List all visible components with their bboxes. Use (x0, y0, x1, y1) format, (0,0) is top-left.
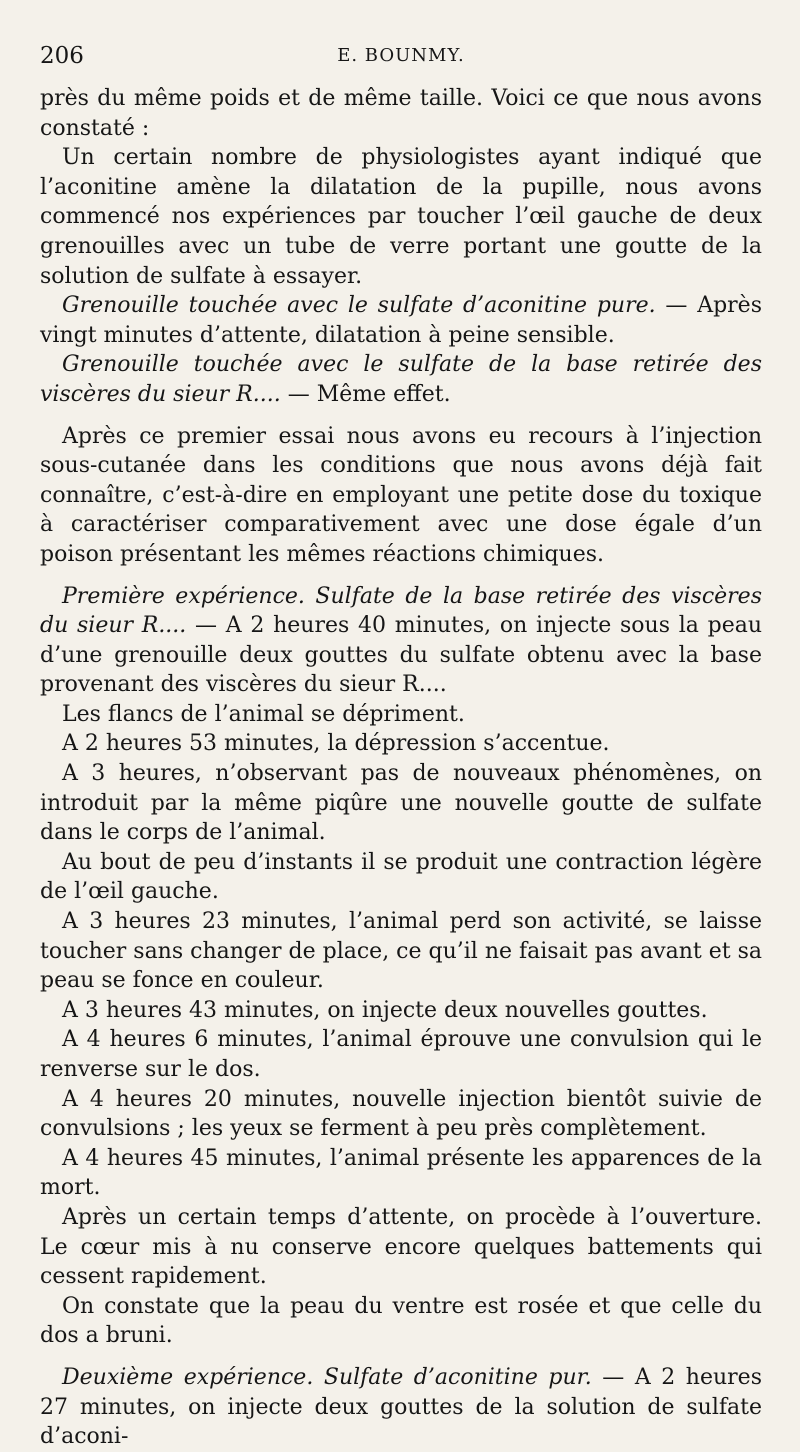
paragraph-4h20: A 4 heures 20 minutes, nouvelle injection bientôt suivie de convulsions ; les yeux se ferment à peu près complètement. (40, 1086, 762, 1142)
paragraph-intro: près du même poids et de même taille. Voici ce que nous avons constaté : (40, 86, 762, 141)
paragraph-second-experiment: Deuxième expérience. Sulfate d’aconitine pur. — A 2 heures 27 minutes, on injecte deux gouttes de la solution de sulfate d’aconi- (40, 1364, 762, 1450)
body-text (40, 84, 762, 1452)
paragraph-frog-base: Grenouille touchée avec le sulfate de la base retirée des viscères du sieur R.... — Même effet. (40, 352, 762, 407)
italic-lead: Grenouille touchée avec le sulfate d’aconitine pure. (62, 293, 656, 319)
paragraph-2h53: A 2 heures 53 minutes, la dépression s’accentue. (62, 731, 610, 757)
paragraph-first-experiment: Première expérience. Sulfate de la base retirée des viscères du sieur R.... — A 2 heures 40 minutes, on injecte sous la peau d’une grenouille deux gouttes du sulfate obtenu avec la base provenant des viscères du sieur R.... (40, 583, 762, 698)
paragraph-frog-aconitine: Grenouille touchée avec le sulfate d’aconitine pure. — Après vingt minutes d’attente, dilatation à peine sensible. (40, 293, 762, 348)
running-head: E. BOUNMY. (337, 45, 465, 66)
paragraph-autopsy: Après un certain temps d’attente, on procède à l’ouverture. Le cœur mis à nu conserve encore quelques battements qui cessent rapidement. (40, 1204, 762, 1290)
page-header (40, 36, 762, 76)
paragraph-4h45: A 4 heures 45 minutes, l’animal présente les apparences de la mort. (40, 1145, 762, 1201)
page-number: 206 (40, 43, 84, 69)
italic-lead: Grenouille touchée avec le sulfate de la base retirée des viscères du sieur R.... (40, 352, 762, 407)
paragraph-skin: On constate que la peau du ventre est rosée et que celle du dos a bruni. (40, 1293, 762, 1349)
paragraph-3h: A 3 heures, n’observant pas de nouveaux phénomènes, on introduit par la même piqûre une nouvelle goutte de sulfate dans le corps de l’animal. (40, 761, 762, 846)
paragraph-pupil: Un certain nombre de physiologistes ayant indiqué que l’aconitine amène la dilatation de la pupille, nous avons commencé nos expériences par toucher l’œil gauche de deux grenouilles avec un tube de verre portant une goutte de la solution de sulfate à essayer. (40, 145, 762, 289)
paragraph-flanks: Les flancs de l’animal se dépriment. (62, 701, 465, 727)
paragraph-contraction: Au bout de peu d’instants il se produit une contraction légère de l’œil gauche. (40, 849, 762, 905)
paragraph-3h43: A 3 heures 43 minutes, on injecte deux nouvelles gouttes. (62, 997, 708, 1023)
italic-lead: Première expérience. Sulfate de la base retirée des viscères du sieur R.... (40, 583, 762, 639)
paragraph-injection: Après ce premier essai nous avons eu recours à l’injection sous-cutanée dans les conditions que nous avons déjà fait connaître, c’est-à-dire en employant une petite dose du toxique à caractériser comparativement avec une dose égale d’un poison présentant les mêmes réactions chimiques. (40, 423, 762, 567)
paragraph-4h6: A 4 heures 6 minutes, l’animal éprouve une convulsion qui le renverse sur le dos. (40, 1027, 762, 1082)
italic-lead: Deuxième expérience. Sulfate d’aconitine pur. (62, 1364, 592, 1390)
paragraph-3h23: A 3 heures 23 minutes, l’animal perd son activité, se laisse toucher sans changer de place, ce qu’il ne faisait pas avant et sa peau se fonce en couleur. (40, 909, 762, 994)
